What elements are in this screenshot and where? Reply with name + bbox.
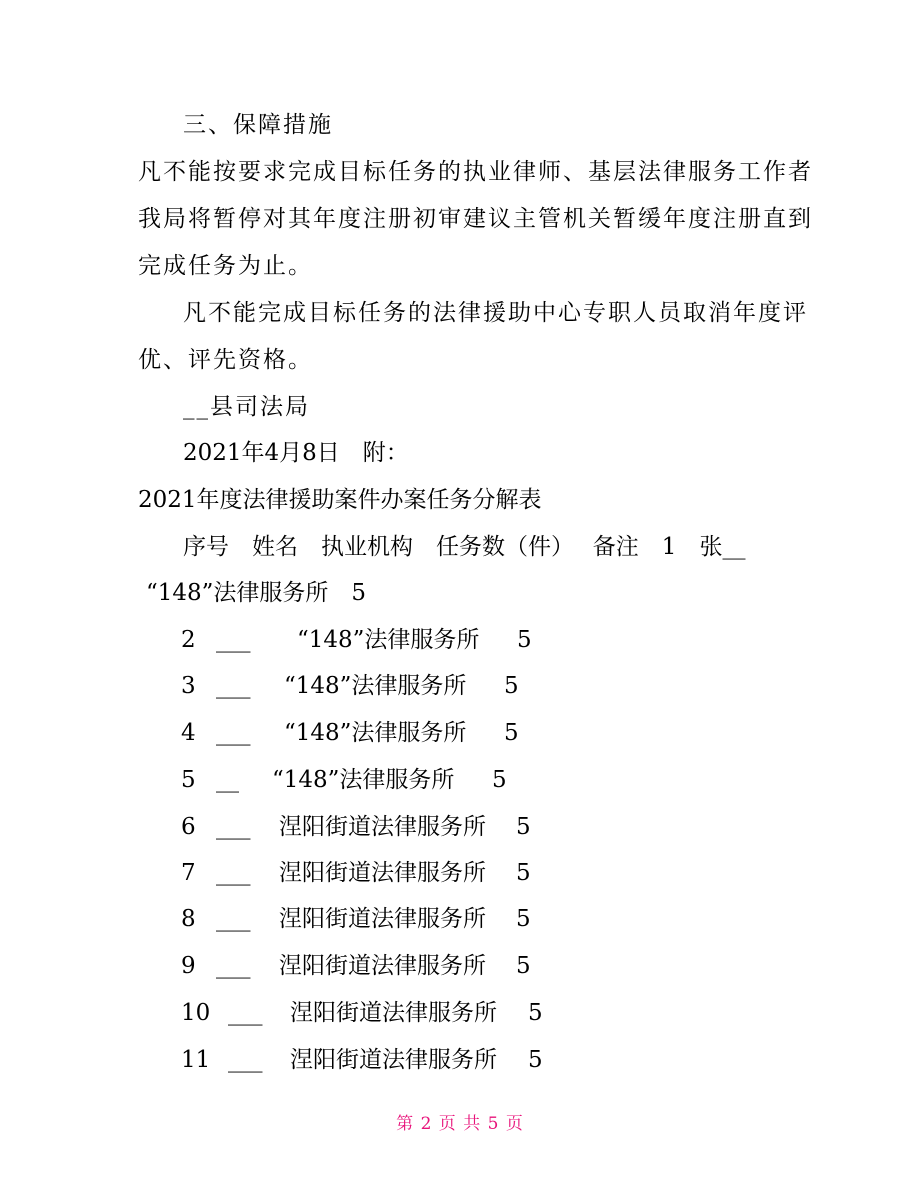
signature: __县司法局 <box>183 394 310 420</box>
row-number: 8 <box>181 906 196 932</box>
row-name: ___ <box>216 720 251 746</box>
row-org: 涅阳街道法律服务所 <box>279 860 486 886</box>
row-org: “148”法律服务所 <box>297 627 480 653</box>
row-name: ___ <box>216 627 251 653</box>
row-name: ___ <box>216 814 251 840</box>
row-count: 5 <box>517 627 532 653</box>
row-number: 6 <box>181 814 196 840</box>
row-name: ___ <box>216 673 251 699</box>
row-org: 涅阳街道法律服务所 <box>290 1047 497 1073</box>
date-line: 2021年4月8日 附： <box>183 440 409 466</box>
paragraph-1-line-3: 完成任务为止。 <box>138 253 313 279</box>
row-org: “148”法律服务所 <box>284 720 467 746</box>
paragraph-2-line-1: 凡不能完成目标任务的法律援助中心专职人员取消年度评 <box>183 300 808 326</box>
table-header-line: 序号 姓名 执业机构 任务数（件） 备注 1 张__ <box>183 534 746 560</box>
table-title: 2021年度法律援助案件办案任务分解表 <box>138 487 542 513</box>
row-count: 5 <box>504 720 519 746</box>
row-count: 5 <box>492 767 507 793</box>
row-number: 3 <box>181 673 196 699</box>
row-number: 10 <box>181 1000 211 1026</box>
paragraph-1-line-1: 凡不能按要求完成目标任务的执业律师、基层法律服务工作者 <box>138 159 813 185</box>
row-org: “148”法律服务所 <box>272 767 455 793</box>
row-name: ___ <box>216 906 251 932</box>
row-count: 5 <box>516 906 531 932</box>
row-number: 2 <box>181 627 196 653</box>
row-count: 5 <box>516 814 531 840</box>
row-count: 5 <box>516 860 531 886</box>
row-number: 7 <box>181 860 196 886</box>
row-count: 5 <box>516 953 531 979</box>
row-name: ___ <box>216 860 251 886</box>
row-org: 涅阳街道法律服务所 <box>290 1000 497 1026</box>
row-1-continuation: “148”法律服务所 5 <box>146 580 367 606</box>
row-number: 5 <box>181 767 196 793</box>
row-number: 11 <box>181 1047 211 1073</box>
row-number: 9 <box>181 953 196 979</box>
row-number: 4 <box>181 720 196 746</box>
row-name: ___ <box>228 1000 263 1026</box>
paragraph-2-line-2: 优、评先资格。 <box>138 347 313 373</box>
row-name: ___ <box>216 953 251 979</box>
row-count: 5 <box>528 1047 543 1073</box>
row-org: “148”法律服务所 <box>284 673 467 699</box>
page-footer: 第 2 页 共 5 页 <box>396 1114 524 1134</box>
section-heading: 三、保障措施 <box>183 112 333 138</box>
paragraph-1-line-2: 我局将暂停对其年度注册初审建议主管机关暂缓年度注册直到 <box>138 206 813 232</box>
row-name: __ <box>216 767 239 793</box>
row-name: ___ <box>228 1047 263 1073</box>
row-org: 涅阳街道法律服务所 <box>279 814 486 840</box>
row-count: 5 <box>504 673 519 699</box>
row-count: 5 <box>528 1000 543 1026</box>
row-org: 涅阳街道法律服务所 <box>279 906 486 932</box>
row-org: 涅阳街道法律服务所 <box>279 953 486 979</box>
